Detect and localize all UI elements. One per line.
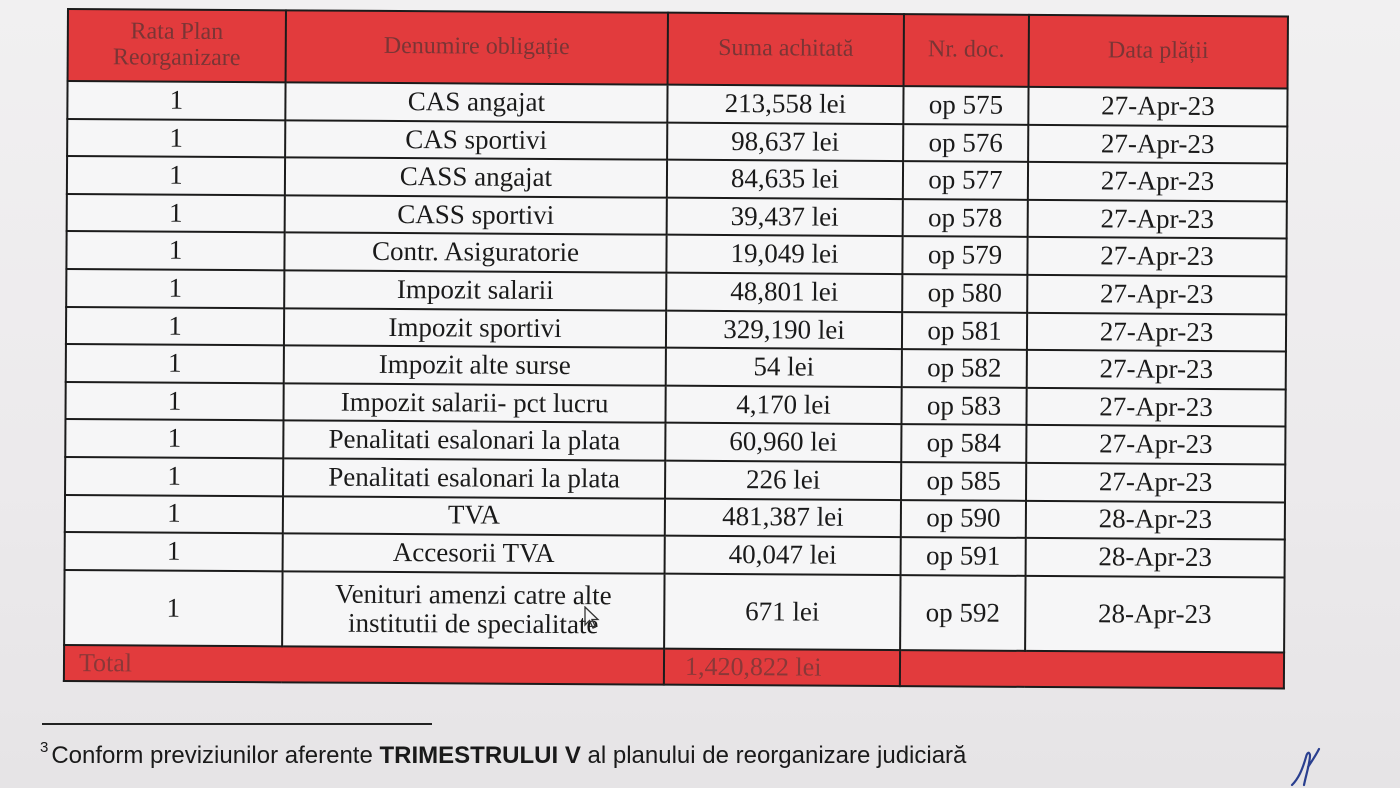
payments-table [63, 8, 1289, 689]
cell-nr-doc: op 581 [902, 312, 1027, 350]
cell-data: 27-Apr-23 [1028, 124, 1287, 163]
cell-suma: 40,047 lei [665, 536, 901, 575]
cell-nr-doc: op 585 [901, 462, 1026, 500]
cell-denumire: Impozit salarii [284, 270, 666, 310]
footnote [40, 739, 967, 770]
footnote-text-before: Conform previziunilor aferente [51, 742, 380, 769]
signature-mark [1288, 745, 1328, 788]
table-body [64, 81, 1287, 652]
cell-rata: 1 [66, 307, 284, 346]
cell-rata: 1 [65, 532, 283, 571]
cell-data: 27-Apr-23 [1027, 237, 1286, 276]
cell-denumire: TVA [283, 496, 665, 536]
cell-rata: 1 [67, 119, 285, 158]
cell-suma: 84,635 lei [667, 160, 903, 199]
cell-data: 27-Apr-23 [1027, 350, 1286, 389]
cell-suma: 481,387 lei [665, 498, 901, 537]
cell-denumire: CASS angajat [285, 158, 667, 198]
cell-suma: 213,558 lei [667, 85, 903, 124]
cell-nr-doc: op 592 [900, 575, 1025, 651]
header-data-platii: Data plății [1029, 15, 1288, 89]
cell-data: 27-Apr-23 [1026, 463, 1285, 502]
table-row [64, 570, 1284, 653]
cell-rata: 1 [64, 570, 282, 647]
total-sum: 1,420,822 lei [664, 649, 900, 686]
cell-data: 28-Apr-23 [1025, 576, 1284, 653]
cell-data: 27-Apr-23 [1028, 87, 1287, 126]
footnote-separator [42, 723, 432, 725]
cell-nr-doc: op 583 [901, 387, 1026, 425]
cell-denumire: Impozit salarii- pct lucru [283, 383, 665, 423]
cell-rata: 1 [67, 81, 285, 120]
cell-denumire: Contr. Asiguratorie [284, 233, 666, 273]
footnote-marker: 3 [40, 739, 49, 756]
header-denumire: Denumire obligație [286, 10, 668, 84]
total-empty-cell [900, 650, 1284, 688]
cell-nr-doc: op 579 [902, 236, 1027, 274]
cell-nr-doc: op 577 [903, 161, 1028, 199]
cell-nr-doc: op 578 [903, 199, 1028, 237]
cell-nr-doc: op 590 [901, 500, 1026, 538]
cell-rata: 1 [65, 457, 283, 496]
cell-data: 27-Apr-23 [1028, 162, 1287, 201]
table-header-row [68, 9, 1288, 88]
cell-data: 27-Apr-23 [1026, 425, 1285, 464]
cell-suma: 4,170 lei [665, 385, 901, 424]
cell-suma: 671 lei [664, 573, 900, 650]
cell-data: 27-Apr-23 [1027, 275, 1286, 314]
cell-data: 27-Apr-23 [1027, 312, 1286, 351]
cell-denumire: CAS angajat [285, 82, 667, 122]
total-label: Total [64, 645, 664, 685]
cell-data: 28-Apr-23 [1026, 538, 1285, 577]
cell-denumire: CASS sportivi [285, 195, 667, 235]
cell-nr-doc: op 575 [903, 86, 1028, 124]
header-nr-doc: Nr. doc. [904, 14, 1029, 87]
cell-suma: 19,049 lei [666, 235, 902, 274]
cell-data: 28-Apr-23 [1026, 500, 1285, 539]
cell-nr-doc: op 591 [901, 537, 1026, 575]
footnote-text-after: al planului de reorganizare judiciară [580, 742, 967, 769]
cell-rata: 1 [65, 382, 283, 421]
cell-denumire: Impozit sportivi [284, 308, 666, 348]
cell-suma: 39,437 lei [667, 197, 903, 236]
cell-rata: 1 [67, 194, 285, 233]
cell-nr-doc: op 582 [902, 349, 1027, 387]
cell-denumire: Accesorii TVA [283, 533, 665, 573]
cell-rata: 1 [65, 419, 283, 458]
cell-suma: 329,190 lei [666, 310, 902, 349]
cell-data: 27-Apr-23 [1028, 200, 1287, 239]
cell-denumire: Penalitati esalonari la plata [283, 458, 665, 498]
header-rata-plan: Rata Plan Reorganizare [68, 9, 286, 82]
cell-rata: 1 [66, 231, 284, 270]
cell-suma: 60,960 lei [665, 423, 901, 462]
cell-rata: 1 [67, 156, 285, 195]
cell-denumire: Venituri amenzi catre alte institutii de specialitate [282, 571, 664, 649]
cell-rata: 1 [65, 495, 283, 534]
cell-data: 27-Apr-23 [1026, 388, 1285, 427]
cell-nr-doc: op 576 [903, 124, 1028, 162]
cell-suma: 54 lei [666, 348, 902, 387]
cell-nr-doc: op 584 [901, 424, 1026, 462]
cell-suma: 226 lei [665, 461, 901, 500]
cell-nr-doc: op 580 [902, 274, 1027, 312]
cell-denumire: CAS sportivi [285, 120, 667, 160]
footnote-text-bold: TRIMESTRULUI V [379, 742, 581, 769]
cell-rata: 1 [66, 344, 284, 383]
total-row [64, 645, 1284, 688]
cell-denumire: Impozit alte surse [284, 345, 666, 385]
cell-suma: 98,637 lei [667, 122, 903, 161]
cell-rata: 1 [66, 269, 284, 308]
header-suma: Suma achitată [668, 13, 904, 86]
mouse-cursor-icon [584, 606, 600, 630]
cell-denumire: Penalitati esalonari la plata [283, 421, 665, 461]
cell-suma: 48,801 lei [666, 273, 902, 312]
